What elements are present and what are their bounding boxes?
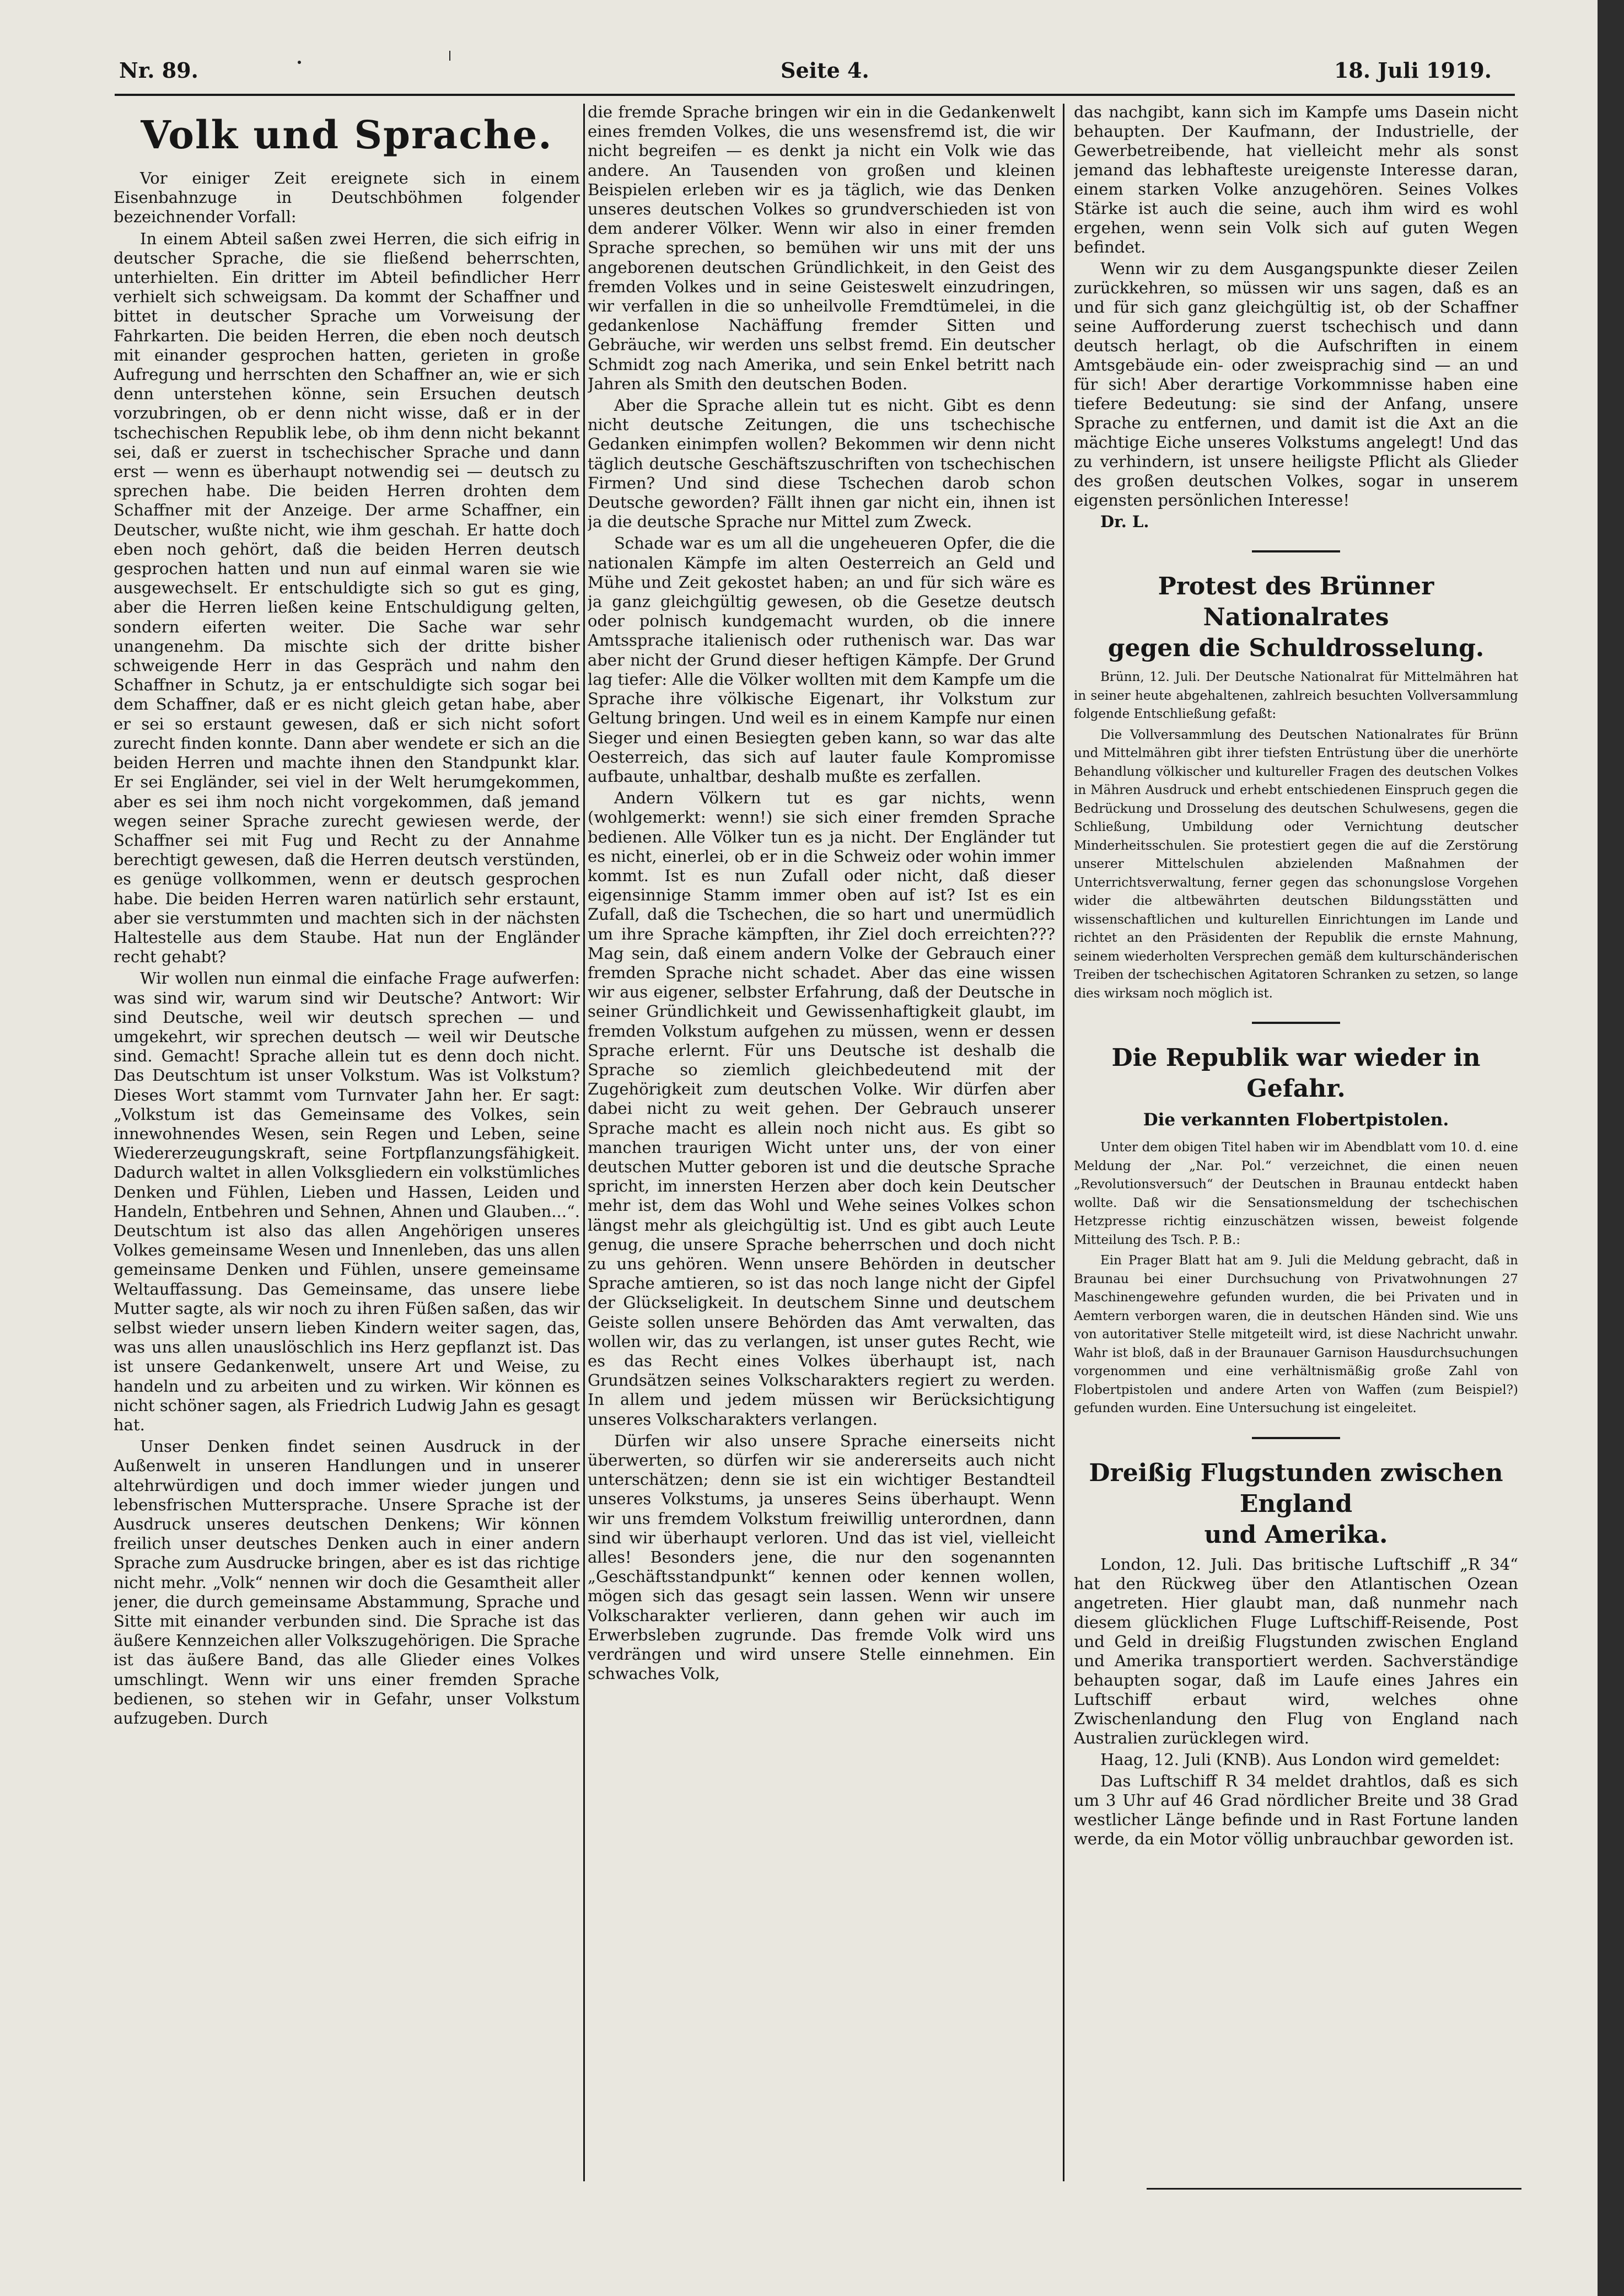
article-title-protest [1074,571,1518,664]
article-subtitle-republik: Die verkannten Flobertpistolen. [1143,1110,1449,1130]
article-paragraph: Wenn wir zu dem Ausgangspunkte dieser Zeilen zurückkehren, so müssen wir uns sagen, daß es an und für sich ganz gleichgültig ist, ob der Schaffner seine Aufforderung zuerst tschechisch und dann deutsch herlagt, ob die Aufschriften in einem Amtsgebäude ein- oder zweisprachig sind — an und für sich! Aber derartige Vorkommnisse haben eine tiefere Bedeutung: sie sind der Anfang, unsere Sprache zu entfernen, und damit ist die Axt an die mächtige Eiche unseres Volkstums angelegt! Und das zu verhindern, ist unsere heiligste Pflicht als Glieder des großen deutschen Volkes, sogar in unserem eigensten persönlichen Interesse! [1074,259,1518,509]
title-line: Protest des Brünner Nationalrates [1158,572,1434,631]
article-separator [1252,550,1340,552]
article-paragraph: Haag, 12. Juli (KNB). Aus London wird gemeldet: [1100,1750,1501,1769]
column-2 [588,103,1055,2176]
article-paragraph: die fremde Sprache bringen wir ein in die Gedankenwelt eines fremden Volkes, die uns wesensfremd ist, die wir nicht begreifen — es denkt ja nicht ein Volk wie das andere. An Tausenden von großen und kleinen Beispielen erleben wir es ja täglich, wie das Denken unseres deutschen Volkes so grundverschieden ist von dem anderer Völker. Wenn wir also in einer fremden Sprache sprechen, so bemühen wir uns mit der uns angeborenen deutschen Gründlichkeit, in den Geist des fremden Volkes und in seine Geisteswelt einzudringen, wir verfallen in die so unheilvolle Fremdtümelei, in die gedankenlose Nachäffung fremder Sitten und Gebräuche, wir werden uns selbst fremd. Ein deutscher Schmidt zog nach Amerika, und sein Enkel betritt nach Jahren als Smith den deutschen Boden. [588,103,1055,393]
title-line: gegen die Schuldrosselung. [1107,634,1485,662]
article-paragraph: Andern Völkern tut es gar nichts, wenn (wohlgemerkt: wenn!) sie sich einer fremden Sprache bedienen. Alle Völker tun es ja nicht. Der Engländer tut es nicht, einerlei, ob er in die Schweiz oder wohin immer kommt. Ist es nun Zufall oder nicht, daß dieser eigensinnige Stamm immer oben auf ist? Ist es ein Zufall, daß die Tschechen, die so hart und unermüdlich um ihre Sprache kämpften, ihr Ziel doch erreichten??? Mag sein, daß einem andern Volke der Gebrauch einer fremden Sprache nicht schadet. Aber das eine wissen wir aus eigener, selbster Erfahrung, daß der Deutsche in seiner Gründlichkeit und Gewissenhaftigkeit glaubt, im fremden Volkstum aufgehen zu müssen, wenn er dessen Sprache erlernt. Für uns Deutsche ist deshalb die Sprache so ziemlich gleichbedeutend mit der Zugehörigkeit zum deutschen Volke. Wir dürfen aber dabei nicht zu weit gehen. Der Gebrauch unserer Sprache macht es allein noch nicht aus. Es gibt so manchen traurigen Wicht unter uns, der von einer deutschen Mutter geboren ist und die deutsche Sprache spricht, im innersten Herzen aber doch kein Deutscher mehr ist, dem das Wohl und Wehe seines Volkes schon längst mehr als gleichgültig ist. Und es gibt auch Leute genug, die unsere Sprache beherrschen und doch nicht zu uns gehören. Wenn unsere Behörden in deutscher Sprache amtieren, so ist das noch lange nicht der Gipfel der Glückseligkeit. In deutschem Sinne und deutschem Geiste sollen unsere Behörden das Amt verwalten, das wollen wir, das zu verlangen, ist unser gutes Recht, wie es das Recht eines Volkes überhaupt ist, nach Grundsätzen seines Volkscharakters regiert zu werden. In allem und jedem müssen wir Berücksichtigung unseres Volkscharakters verlangen. [588,788,1055,1429]
article-paragraph: Brünn, 12. Juli. Der Deutsche Nationalrat für Mittelmähren hat in seiner heute abgehaltenen, zahlreich besuchten Vollversammlung folgende Entschließung gefaßt: [1074,670,1518,721]
page-number: Seite 4. [781,58,869,83]
article-title-volk: Volk und Sprache. [141,112,553,158]
article-signature: Dr. L. [1100,512,1149,531]
article-paragraph: Dürfen wir also unsere Sprache einerseits nicht überwerten, so dürfen wir sie andererseits auch nicht unterschätzen; denn sie ist ein wichtiger Bestandteil unseres Volkstums, ja unseres Seins überhaupt. Wenn wir uns fremdem Volkstum freiwillig unterordnen, dann sind wir überhaupt verloren. Und das ist viel, vielleicht alles! Besonders jene, die nur den sogenannten „Geschäftsstandpunkt“ kennen oder kennen wollen, mögen sich das gesagt sein lassen. Wenn wir unsere Volkscharakter verlieren, dann gehen wir auch im Erwerbsleben zugrunde. Das fremde Volk wird uns verdrängen und wird unsere Stelle einnehmen. Ein schwaches Volk, [588,1431,1055,1683]
column-rule-2 [1063,104,1064,2181]
issue-number: Nr. 89. [119,58,198,83]
article-title-republik: Die Republik war wieder in Gefahr. [1111,1044,1481,1103]
article-paragraph: London, 12. Juli. Das britische Luftschiff „R 34“ hat den Rückweg über den Atlantischen Ozean angetreten. Hier glaubt man, daß nunmehr nach diesem glücklichen Fluge Luftschiff-Reisende, Post und Geld in dreißig Flugstunden zwischen England und Amerika transportiert werden. Sachverständige behaupten sogar, daß im Laufe eines Jahres ein Luftschiff erbaut wird, welches ohne Zwischenlandung den Flug von England nach Australien zurücklegen wird. [1074,1554,1518,1747]
footer-rule [1147,2188,1521,2190]
issue-date: 18. Juli 1919. [1333,58,1492,83]
article-paragraph: Schade war es um all die ungeheueren Opfer, die die nationalen Kämpfe im alten Oesterreich an Geld und Mühe und Zeit gekostet haben; an und für sich wäre es ja ganz gleichgültig gewesen, ob die Gesetze deutsch oder polnisch kundgemacht wurden, ob die innere Amtssprache italienisch oder ruthenisch war. Das war aber nicht der Grund dieser heftigen Kämpfe. Der Grund lag tiefer: Alle die Völker wollten mit dem Kampfe um die Sprache ihre völkische Eigenart, ihr Volkstum zur Geltung bringen. Und weil es in einem Kampfe nur einen Sieger und einen Besiegten geben kann, so war das alte Oesterreich, das sich auf lauter faule Kompromisse aufbaute, unhaltbar, deshalb mußte es zerfallen. [588,534,1055,786]
header-rule [115,94,1515,96]
article-title-flug [1074,1458,1518,1551]
article-paragraph: Vor einiger Zeit ereignete sich in einem Eisenbahnzuge in Deutschböhmen folgender bezeichnender Vorfall: [114,169,580,227]
protest-body [1074,668,1518,1003]
page-header [119,58,1492,91]
article-paragraph: Unser Denken findet seinen Ausdruck in der Außenwelt in unseren Handlungen und in unserer altehrwürdigen und doch immer wieder jungen und lebensfrischen Muttersprache. Unsere Sprache ist der Ausdruck unseres deutschen Denkens; Wir können freilich unser deutsches Denken auch in einer andern Sprache zum Ausdrucke bringen, aber es ist das richtige nicht mehr. „Volk“ nennen wir doch die Gesamtheit aller jener, die durch gemeinsame Abstammung, Sprache und Sitte mit einander verbunden sind. Die Sprache ist das äußere Kennzeichen aller Volkszugehörigen. Die Sprache ist das äußere Band, das alle Glieder eines Volkes umschlingt. Wenn wir uns einer fremden Sprache bedienen, so stehen wir in Gefahr, unser Volkstum aufzugeben. Durch [114,1437,580,1728]
title-line: und Amerika. [1204,1520,1388,1549]
article-paragraph: Wir wollen nun einmal die einfache Frage aufwerfen: was sind wir, warum sind wir Deutsche? Antwort: Wir sind Deutsche, weil wir deutsch sprechen — und umgekehrt, wir sprechen deutsch — weil wir Deutsche sind. Gemacht! Sprache allein tut es denn doch nicht. Das Deutschtum ist unser Volkstum. Was ist Volkstum? Dieses Wort stammt vom Turnvater Jahn her. Er sagt: „Volkstum ist das Gemeinsame des Volkes, sein innewohnendes Wesen, sein Regen und Leben, seine Wiedererzeugungskraft, seine Fortpflanzungsfähigkeit. Dadurch waltet in allen Volksgliedern ein volkstümliches Denken und Fühlen, Lieben und Hassen, Leiden und Handeln, Entbehren und Sehnen, Ahnen und Glauben...“. Deutschtum ist also das allen Angehörigen unseres Volkes gemeinsame Wesen und Innenleben, das uns allen gemeinsame Denken und Fühlen, unsere gemeinsame Weltauffassung. Das Gemeinsame, das unsere liebe Mutter sagte, als wir noch zu ihren Füßen saßen, das wir selbst wieder unsern lieben Kindern weiter sagen, das, was uns allen unauslöschlich ins Herz gepflanzt ist. Das ist unsere Gedankenwelt, unsere Art und Weise, zu handeln und zu arbeiten und zu wirken. Wir können es nicht schöner sagen, als Friedrich Ludwig Jahn es gesagt hat. [114,969,580,1434]
article-separator [1252,1437,1340,1439]
title-line: Dreißig Flugstunden zwischen England [1089,1458,1503,1518]
article-paragraph: Ein Prager Blatt hat am 9. Juli die Meldung gebracht, daß in Braunau bei einer Durchsuchung von Privatwohnungen 27 Maschinengewehre gefunden wurden, die bei Privaten und in Aemtern verborgen waren, die in deutschen Händen sind. Wie uns von autoritativer Stelle mitgeteilt wird, ist diese Nachricht unwahr. Wahr ist bloß, daß in der Braunauer Garnison Hausdurchsuchungen vorgenommen und eine verhältnismäßig große Zahl von Flobertpistolen und andere Arten von Waffen (zum Beispiel?) gefunden wurden. Eine Untersuchung ist eingeleitet. [1074,1253,1518,1415]
column-3 [1074,103,1518,2176]
article-separator [1252,1022,1340,1024]
article-paragraph: Aber die Sprache allein tut es nicht. Gibt es denn nicht deutsche Zeitungen, die uns tschechische Gedanken einimpfen wollen? Bekommen wir denn nicht täglich deutsche Geschäftszuschriften von tschechischen Firmen? Und sind diese Tschechen darob schon Deutsche geworden? Fällt ihnen gar nicht ein, ihnen ist ja die deutsche Sprache nur Mittel zum Zweck. [588,396,1055,532]
article-paragraph: das nachgibt, kann sich im Kampfe ums Dasein nicht behaupten. Der Kaufmann, der Industrielle, der Gewerbetreibende, hat vielleicht mehr als sonst jemand das lebhafteste ureigenste Interesse daran, einem starken Volke anzugehören. Seines Volkes Stärke ist auch die seine, auch ihm wird es wohl ergehen, wenn sein Volk sich auf guten Wegen befindet. [1074,103,1518,256]
scan-edge [1598,0,1624,2296]
republik-body [1074,1139,1518,1418]
article-paragraph: Unter dem obigen Titel haben wir im Abendblatt vom 10. d. eine Meldung der „Nar. Pol.“ verzeichnet, die einen neuen „Revolutionsversuch“ der Deutschen in Braunau entdeckt haben wollte. Daß wir die Sensationsmeldung der tschechischen Hetzpresse richtig einzuschätzen wissen, beweist folgende Mitteilung des Tsch. P. B.: [1074,1140,1518,1247]
article-paragraph: Das Luftschiff R 34 meldet drahtlos, daß es sich um 3 Uhr auf 46 Grad nördlicher Breite und 38 Grad westlicher Länge befinde und in Rast Fortune landen werde, da ein Motor völlig unbrauchbar geworden ist. [1074,1771,1518,1848]
article-paragraph: Die Vollversammlung des Deutschen Nationalrates für Brünn und Mittelmähren gibt ihrer tiefsten Entrüstung über die unerhörte Behandlung völkischer und kultureller Fragen des deutschen Volkes in Mähren Ausdruck und erhebt entschiedenen Einspruch gegen die Bedrückung und Drosselung des deutschen Schulwesens, gegen die Schließung, Umbildung oder Vernichtung deutscher Minderheitsschulen. Sie protestiert gegen die auf die Zerstörung unserer Mittelschulen abzielenden Maßnahmen der Unterrichtsverwaltung, ferner gegen das schonungslose Vorgehen wider die altbewährten deutschen Bildungsstätten und wissenschaftlichen und kulturellen Einrichtungen im Lande und richtet an den Präsidenten der Republik die ernste Mahnung, seinem wiederholten Versprechen gemäß dem kulturschänderischen Treiben der tschechischen Agitatoren Schranken zu setzen, so lange dies wirksam noch möglich ist. [1074,727,1518,1001]
column-1 [114,103,580,2176]
article-paragraph: In einem Abteil saßen zwei Herren, die sich eifrig in deutscher Sprache, die sie fließend beherrschten, unterhielten. Ein dritter im Abteil befindlicher Herr verhielt sich schweigsam. Da kommt der Schaffner und bittet in deutscher Sprache um Vorweisung der Fahrkarten. Die beiden Herren, die eben noch deutsch mit einander gesprochen hatten, gerieten in große Aufregung und herrschten den Schaffner an, wie er sich denn unterstehen könne, sein Ersuchen deutsch vorzubringen, ob er denn nicht wisse, daß er in der tschechischen Republik lebe, ob ihm denn nicht bekannt sei, daß er zuerst in tschechischer Sprache und dann erst — wenn es überhaupt notwendig sei — deutsch zu sprechen habe. Die beiden Herren drohten dem Schaffner mit der Anzeige. Der arme Schaffner, ein Deutscher, wußte nicht, wie ihm geschah. Er hatte doch eben noch gehört, daß die beiden Herren deutsch gesprochen hatten und nun auf einmal waren sie wie ausgewechselt. Er entschuldigte sich so gut es ging, aber die Herren ließen keine Entschuldigung gelten, sondern eiferten weiter. Die Sache war sehr unangenehm. Da mischte sich der dritte bisher schweigende Herr in das Gespräch und nahm den Schaffner in Schutz, ja er entschuldigte sich sogar bei dem Schaffner, daß er es nicht gleich getan habe, aber er sei so erstaunt gewesen, daß er sich nicht sofort zurecht finden konnte. Dann aber wendete er sich an die beiden Herren und machte ihnen den Standpunkt klar. Er sei Engländer, sei viel in der Welt herumgekommen, aber es sei ihm noch nicht vorgekommen, daß jemand wegen seiner Sprache zurecht gewiesen werde, der Schaffner sei mit Fug und Recht zu der Annahme berechtigt gewesen, daß die Herren deutsch verstünden, es genüge vollkommen, wenn er deutsch gesprochen habe. Die beiden Herren waren natürlich sehr erstaunt, aber sie verstummten und machten sich in der nächsten Haltestelle aus dem Staube. Hat nun der Engländer recht gehabt? [114,229,580,967]
column-rule-1 [583,104,585,2181]
